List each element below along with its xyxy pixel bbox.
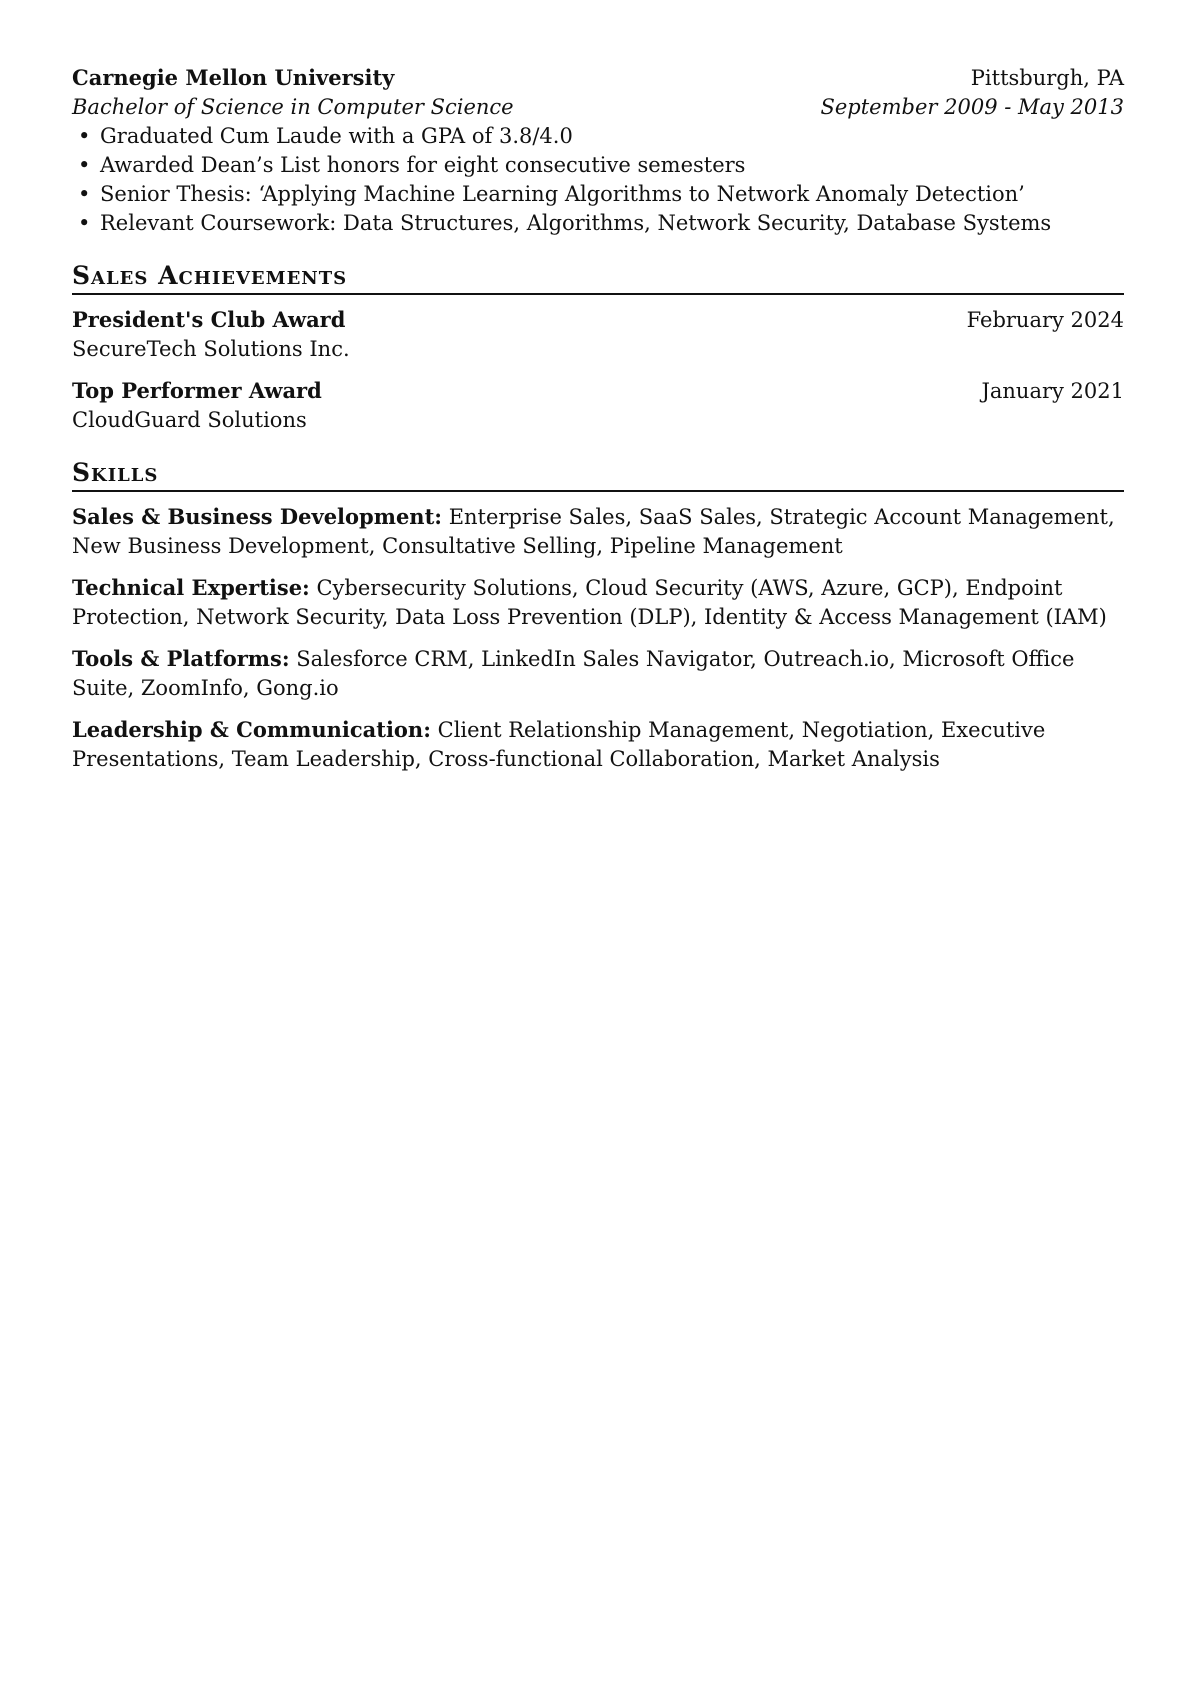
list-item: • Graduated Cum Laude with a GPA of 3.8/4.0 <box>72 122 1124 151</box>
skill-text: Client Relationship Management, Negotiation, Executive Presentations, Team Leadership, Cross-functional Collaboration, Market Analysis <box>72 718 1046 771</box>
skill-text: Salesforce CRM, LinkedIn Sales Navigator, Outreach.io, Microsoft Office Suite, ZoomInfo, Gong.io <box>72 647 1075 700</box>
skill-entry <box>72 573 1124 632</box>
award-organization: SecureTech Solutions Inc. <box>72 337 350 361</box>
award-title: Top Performer Award <box>72 378 322 403</box>
skill-entry <box>72 502 1124 561</box>
award-header-row <box>72 376 1124 406</box>
skill-text: Enterprise Sales, SaaS Sales, Strategic Account Management, New Business Development, Consultative Selling, Pipeline Management <box>72 505 1115 558</box>
award-header-row <box>72 305 1124 335</box>
school-location: Pittsburgh, PA <box>970 66 1124 90</box>
list-item: • Relevant Coursework: Data Structures, Algorithms, Network Security, Database Systems <box>72 209 1124 238</box>
award-organization: CloudGuard Solutions <box>72 408 307 432</box>
skill-label: Technical Expertise: <box>72 575 310 600</box>
list-item: • Awarded Dean’s List honors for eight consecutive semesters <box>72 151 1124 180</box>
sales-achievements-section <box>72 305 1124 435</box>
award-entry <box>72 376 1124 435</box>
education-dates: September 2009 - May 2013 <box>820 95 1124 119</box>
education-degree-row <box>72 93 1124 122</box>
award-date: January 2021 <box>981 379 1124 403</box>
education-header-row <box>72 63 1124 93</box>
skill-label: Sales & Business Development: <box>72 504 443 529</box>
sales-achievements-heading: Sales Achievements <box>72 261 1124 295</box>
skills-section <box>72 502 1124 774</box>
skill-label: Leadership & Communication: <box>72 717 431 742</box>
education-bullet-list <box>72 122 1124 238</box>
award-title: President's Club Award <box>72 307 346 332</box>
skill-label: Tools & Platforms: <box>72 646 290 671</box>
skills-heading: Skills <box>72 458 1124 492</box>
skill-text: Cybersecurity Solutions, Cloud Security (AWS, Azure, GCP), Endpoint Protection, Network Security, Data Loss Prevention (DLP), Identity & Access Management (IAM) <box>72 576 1107 629</box>
list-item: • Senior Thesis: ‘Applying Machine Learning Algorithms to Network Anomaly Detection’ <box>72 180 1124 209</box>
skill-entry <box>72 644 1124 703</box>
award-entry <box>72 305 1124 364</box>
school-name: Carnegie Mellon University <box>72 65 395 90</box>
award-date: February 2024 <box>966 308 1124 332</box>
degree-title: Bachelor of Science in Computer Science <box>72 95 514 119</box>
skill-entry <box>72 715 1124 774</box>
education-entry <box>72 63 1124 238</box>
